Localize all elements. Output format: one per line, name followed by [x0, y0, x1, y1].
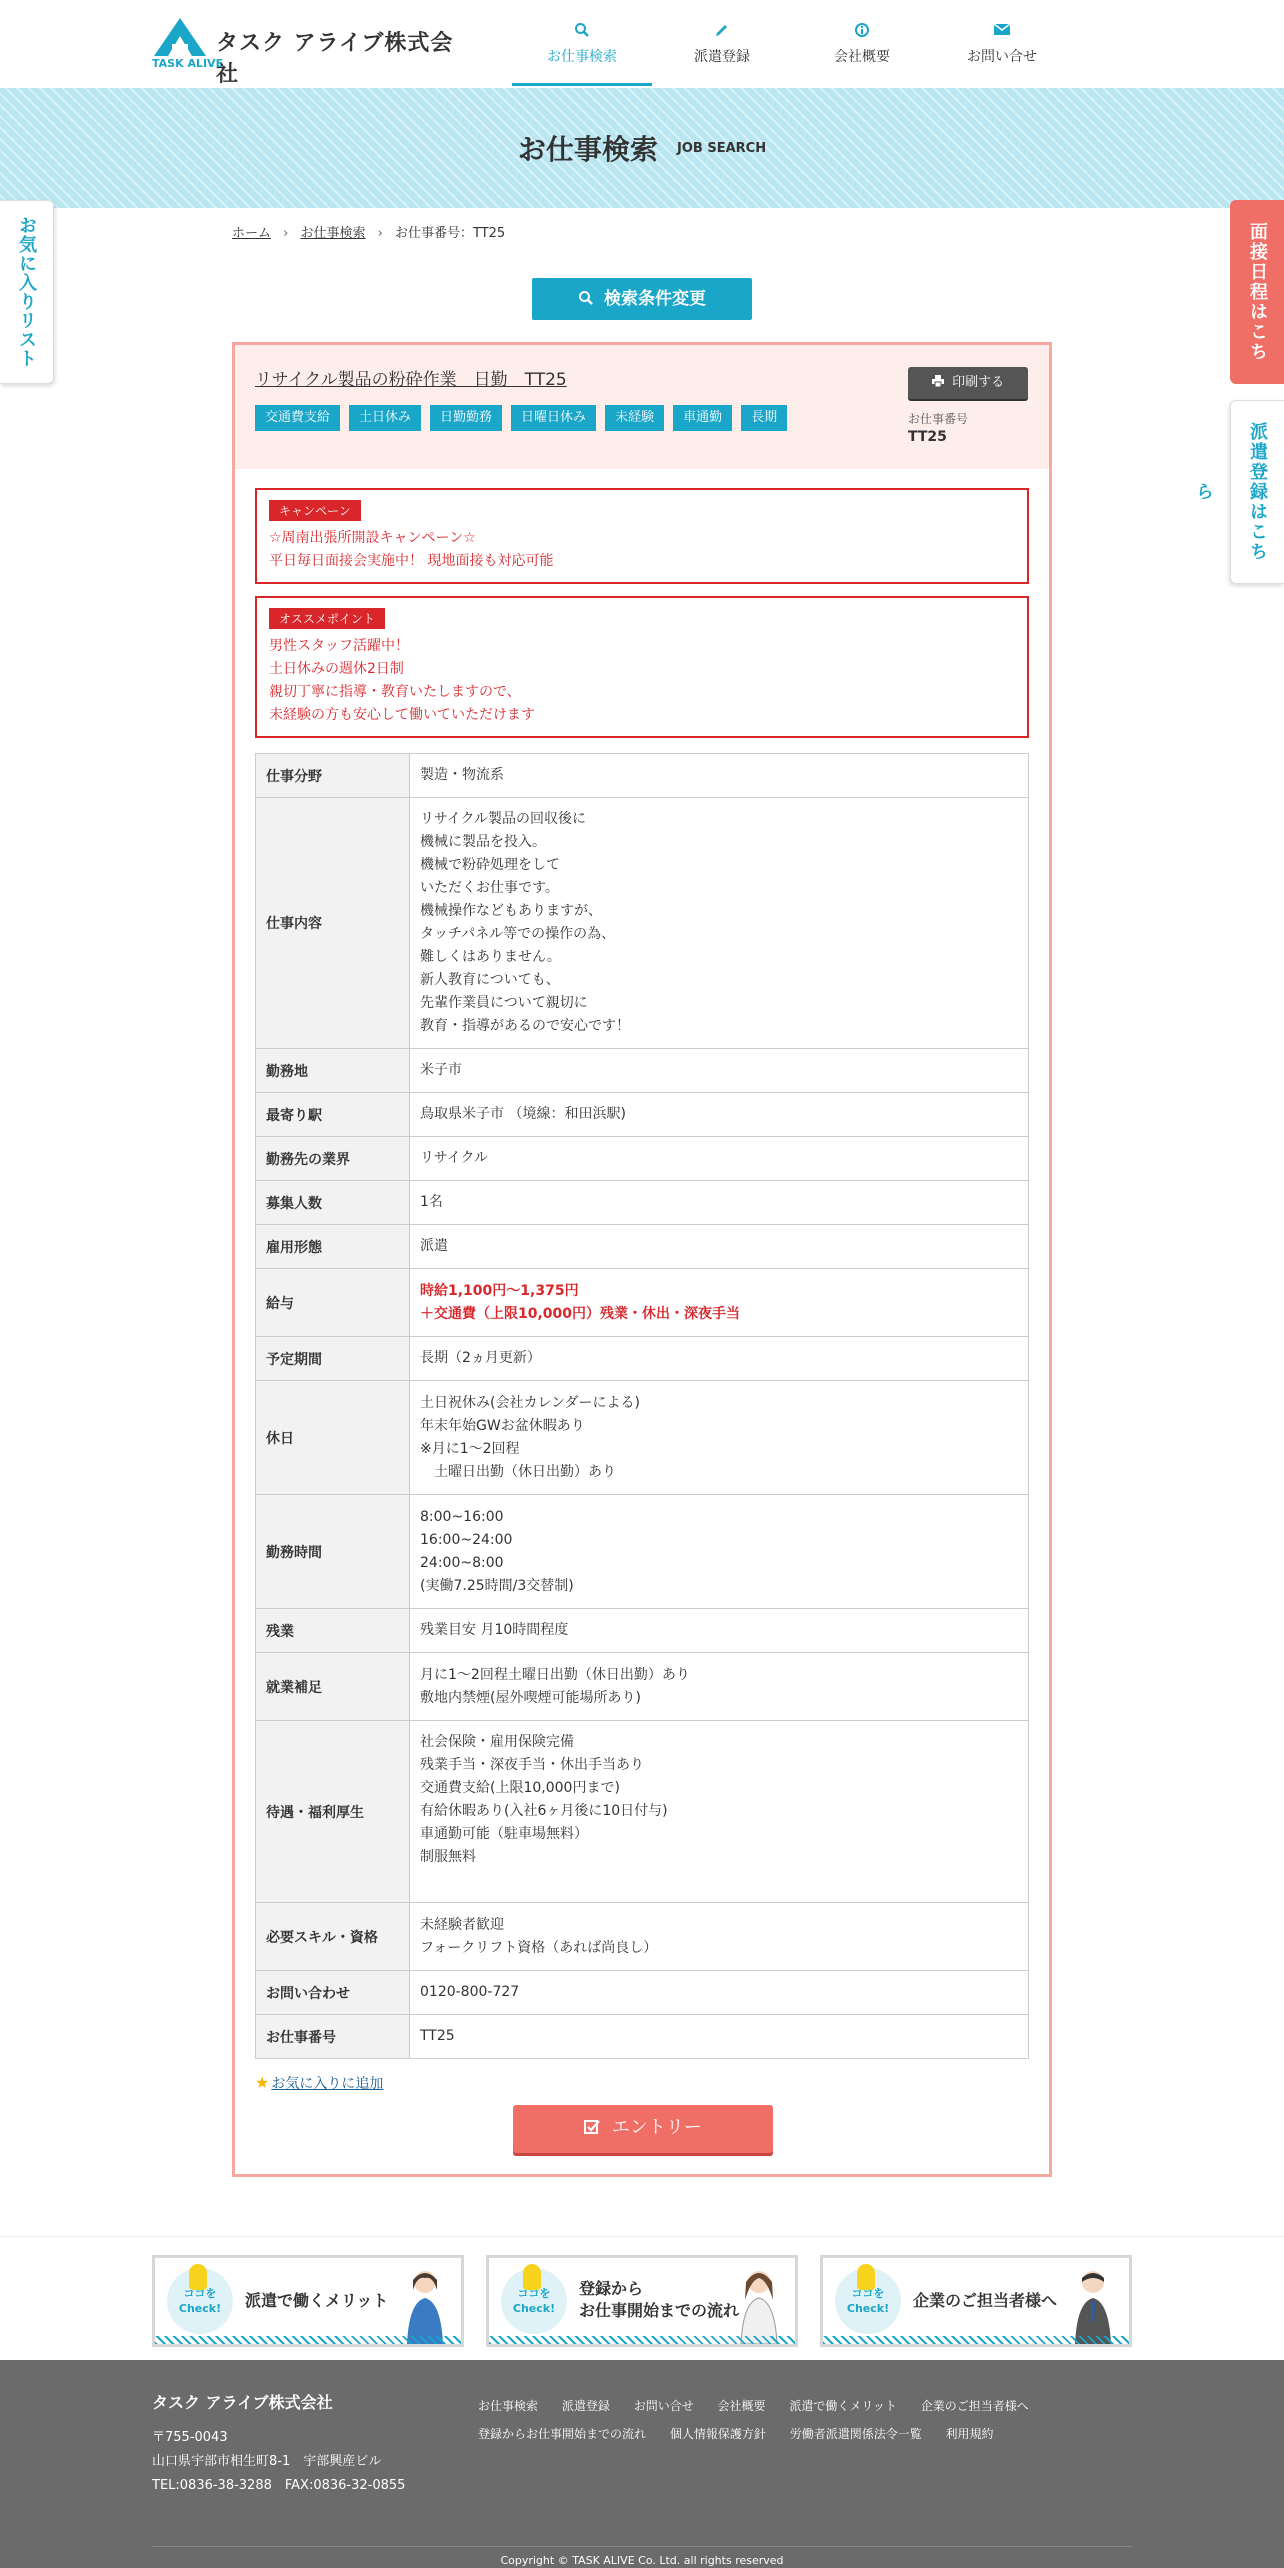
- detail-value: [410, 1721, 1029, 1903]
- detail-row: [256, 1495, 1029, 1609]
- detail-row: [256, 1381, 1029, 1495]
- footer-link[interactable]: お問い合せ: [633, 2399, 694, 2413]
- detail-row: [256, 1181, 1029, 1225]
- detail-value: [410, 1137, 1029, 1181]
- banner-merit[interactable]: [152, 2255, 464, 2347]
- detail-value: [410, 798, 1029, 1049]
- stripe-decoration: [489, 2336, 795, 2344]
- check-text: ココを Check!: [178, 2287, 222, 2315]
- detail-label: 予定期間: [256, 1337, 410, 1381]
- page-subtitle: JOB SEARCH: [677, 140, 767, 156]
- detail-value-line: 車通勤可能（駐車場無料）: [420, 1826, 588, 1842]
- favorites-list-tab[interactable]: お気に入りリスト: [0, 200, 54, 384]
- detail-value-line: 年末年始GWお盆休暇あり: [420, 1417, 585, 1434]
- footer-phone: TEL:0836-38-3288 FAX:0836-32-0855: [152, 2478, 406, 2493]
- nav-label: 派遣登録: [694, 49, 750, 65]
- detail-value-line: 教育・指導があるので安心です！: [420, 1018, 630, 1034]
- job-detail-table: [255, 753, 1029, 2059]
- detail-value-line: 製造・物流系: [420, 767, 504, 783]
- footer-street: 山口県宇部市相生町8-1 宇部興産ビル: [152, 2454, 382, 2469]
- detail-value-line: 残業目安 月10時間程度: [420, 1622, 569, 1638]
- job-tag: 車通勤: [673, 405, 732, 431]
- add-favorite-label: お気に入りに追加: [271, 2076, 384, 2092]
- detail-row: [256, 798, 1029, 1049]
- campaign-badge: キャンペーン: [269, 500, 361, 521]
- job-tag: 交通費支給: [255, 405, 340, 431]
- logo-text: タスク アライブ株式会社: [216, 31, 454, 87]
- change-search-button[interactable]: [532, 278, 752, 320]
- detail-value-line: リサイクル: [420, 1150, 489, 1166]
- registration-tab[interactable]: 派遣登録はこちら: [1230, 400, 1284, 584]
- check-badge: [835, 2268, 901, 2334]
- detail-value: [410, 1609, 1029, 1653]
- search-icon: [578, 290, 594, 306]
- add-favorite-link[interactable]: [255, 2073, 383, 2093]
- detail-row: [256, 1137, 1029, 1181]
- detail-row: [256, 1049, 1029, 1093]
- detail-label: 勤務時間: [256, 1495, 410, 1609]
- detail-label: 勤務地: [256, 1049, 410, 1093]
- detail-value: [410, 1093, 1029, 1137]
- detail-value-line: [420, 1869, 1018, 1892]
- recommend-point-box: [255, 596, 1029, 738]
- chevron-right-icon: ›: [377, 226, 383, 241]
- detail-value-line: タッチパネル等での操作の為、: [420, 926, 616, 942]
- campaign-box: [255, 488, 1029, 584]
- printer-icon: [932, 375, 944, 387]
- detail-value: [410, 1903, 1029, 1971]
- job-tag: 日曜日休み: [511, 405, 596, 431]
- job-number-value: TT25: [908, 429, 947, 445]
- detail-value-line: リサイクル製品の回収後に: [420, 811, 587, 827]
- detail-value-line: 長期（2ヵ月更新）: [420, 1350, 541, 1366]
- print-label: 印刷する: [952, 375, 1005, 390]
- detail-row: [256, 1971, 1029, 2015]
- footer-link[interactable]: 労働者派遣関係法令一覧: [789, 2427, 922, 2441]
- detail-value-line: TT25: [420, 2028, 455, 2044]
- stripe-decoration: [823, 2336, 1129, 2344]
- detail-value: [410, 1653, 1029, 1721]
- nav-registration[interactable]: [652, 0, 792, 86]
- detail-row: [256, 1269, 1029, 1337]
- detail-label: 就業補足: [256, 1653, 410, 1721]
- banner-companies[interactable]: [820, 2255, 1132, 2347]
- recommend-line: 男性スタッフ活躍中！: [269, 638, 409, 654]
- footer-link[interactable]: 派遣で働くメリット: [789, 2399, 897, 2413]
- nav-label: お仕事検索: [547, 49, 617, 65]
- detail-value: [410, 1381, 1029, 1495]
- detail-value-line: 未経験者歓迎: [420, 1916, 504, 1933]
- detail-value-line: 機械に製品を投入。: [420, 834, 546, 850]
- nav-contact[interactable]: [932, 0, 1072, 86]
- check-badge: [167, 2268, 233, 2334]
- recommend-line: 土日休みの週休2日制: [269, 661, 404, 677]
- job-tag: 長期: [741, 405, 787, 431]
- detail-label: 最寄り駅: [256, 1093, 410, 1137]
- detail-value-line: 土曜日出勤（休日出勤）あり: [420, 1463, 616, 1480]
- job-card: [232, 342, 1052, 2177]
- nav-company[interactable]: [792, 0, 932, 86]
- detail-value-line: 8:00~16:00: [420, 1508, 504, 1525]
- footer-link[interactable]: 派遣登録: [561, 2399, 610, 2413]
- nav-job-search[interactable]: [512, 0, 652, 86]
- detail-value-line: 24:00~8:00: [420, 1554, 504, 1571]
- banner-text: 企業のご担当者様へ: [913, 2291, 1058, 2310]
- interview-schedule-tab[interactable]: 面接日程はこちら: [1230, 200, 1284, 384]
- detail-value-line: フォークリフト資格（あれば尚良し）: [420, 1939, 658, 1956]
- breadcrumb-home[interactable]: ホーム: [232, 226, 272, 241]
- detail-value-line: 土日祝休み(会社カレンダーによる): [420, 1394, 641, 1411]
- job-tag: 土日休み: [349, 405, 421, 431]
- checkbox-icon: [584, 2119, 600, 2135]
- detail-value: [410, 1337, 1029, 1381]
- nav-label: お問い合せ: [967, 49, 1037, 65]
- detail-label: 仕事内容: [256, 798, 410, 1049]
- detail-value: [410, 1225, 1029, 1269]
- detail-value: [410, 2015, 1029, 2059]
- info-icon: [792, 22, 932, 42]
- recommend-line: 未経験の方も安心して働いていただけます: [269, 707, 535, 723]
- detail-value-line: 時給1,100円～1,375円: [420, 1282, 579, 1299]
- office-woman-illustration: [737, 2266, 781, 2344]
- detail-value-line: 米子市: [420, 1062, 462, 1078]
- detail-value: [410, 1269, 1029, 1337]
- job-title[interactable]: リサイクル製品の粉砕作業 日勤 TT25: [255, 370, 567, 390]
- detail-label: 休日: [256, 1381, 410, 1495]
- breadcrumb-current: お仕事番号：TT25: [395, 226, 506, 241]
- detail-value-line: 1名: [420, 1194, 443, 1210]
- detail-value-line: 制服無料: [420, 1849, 476, 1865]
- campaign-line: ☆周南出張所開設キャンペーン☆: [269, 530, 476, 546]
- job-tags: [255, 405, 796, 431]
- detail-label: 残業: [256, 1609, 410, 1653]
- footer-link[interactable]: お仕事検索: [478, 2399, 539, 2413]
- page-title: お仕事検索: [517, 133, 658, 166]
- stripe-decoration: [155, 2336, 461, 2344]
- detail-value-line: 難しくはありません。: [420, 949, 561, 965]
- job-card-header: [235, 345, 1049, 469]
- detail-value-line: 月に1～2回程土曜日出勤（休日出勤）あり: [420, 1666, 690, 1683]
- detail-label: お仕事番号: [256, 2015, 410, 2059]
- detail-value-line: 先輩作業員について親切に: [420, 995, 588, 1011]
- breadcrumb: [232, 222, 505, 241]
- detail-label: 仕事分野: [256, 754, 410, 798]
- detail-value: [410, 1181, 1029, 1225]
- footer-divider: [152, 2546, 1132, 2547]
- detail-value-line: 社会保険・雇用保険完備: [420, 1734, 574, 1750]
- job-number-label: お仕事番号: [908, 412, 969, 426]
- site-header: [0, 0, 1284, 88]
- detail-label: 給与: [256, 1269, 410, 1337]
- mail-icon: [932, 22, 1072, 42]
- detail-value-line: 機械で粉砕処理をして: [420, 857, 560, 873]
- job-tag: 未経験: [605, 405, 664, 431]
- detail-row: [256, 1093, 1029, 1137]
- check-badge: [501, 2268, 567, 2334]
- detail-value-line: 派遣: [420, 1238, 448, 1254]
- recommend-line: 親切丁寧に指導・教育いたしますので、: [269, 684, 521, 700]
- detail-value: [410, 754, 1029, 798]
- detail-row: [256, 1337, 1029, 1381]
- detail-row: [256, 1903, 1029, 1971]
- detail-row: [256, 1721, 1029, 1903]
- change-search-label: 検索条件変更: [603, 289, 706, 309]
- entry-button[interactable]: [513, 2105, 773, 2153]
- detail-label: 募集人数: [256, 1181, 410, 1225]
- detail-label: 待遇・福利厚生: [256, 1721, 410, 1903]
- detail-value-line: 有給休暇あり(入社6ヶ月後に10日付与): [420, 1803, 668, 1819]
- job-tag: 日勤勤務: [430, 405, 502, 431]
- footer-company-name: タスク アライブ株式会社: [152, 2393, 333, 2412]
- detail-value-line: 敷地内禁煙(屋外喫煙可能場所あり): [420, 1689, 641, 1706]
- footer-link[interactable]: 利用規約: [945, 2427, 994, 2441]
- detail-value: [410, 1495, 1029, 1609]
- footer-link[interactable]: 個人情報保護方針: [669, 2427, 766, 2441]
- detail-row: [256, 1653, 1029, 1721]
- star-icon: ★: [255, 2073, 270, 2092]
- detail-row: [256, 1609, 1029, 1653]
- nav-label: 会社概要: [834, 49, 890, 65]
- detail-value-line: 残業手当・深夜手当・休出手当あり: [420, 1757, 644, 1773]
- detail-row: [256, 1225, 1029, 1269]
- detail-label: 雇用形態: [256, 1225, 410, 1269]
- banner-text: 登録から お仕事開始までの流れ: [579, 2279, 740, 2320]
- detail-value-line: ＋交通費（上限10,000円）残業・休出・深夜手当: [420, 1305, 741, 1322]
- site-logo[interactable]: [152, 18, 472, 87]
- footer-link[interactable]: 企業のご担当者様へ: [920, 2399, 1029, 2413]
- pencil-icon: [652, 22, 792, 42]
- footer-links: [478, 2392, 1138, 2448]
- detail-row: [256, 2015, 1029, 2059]
- chevron-right-icon: ›: [283, 226, 289, 241]
- detail-value: [410, 1971, 1029, 2015]
- detail-value-line: いただくお仕事です。: [420, 880, 559, 896]
- site-footer: [0, 2360, 1284, 2568]
- detail-label: お問い合わせ: [256, 1971, 410, 2015]
- recommend-badge: オススメポイント: [269, 608, 385, 629]
- detail-value: [410, 1049, 1029, 1093]
- detail-value-line: 交通費支給(上限10,000円まで): [420, 1780, 620, 1796]
- banner-flow[interactable]: [486, 2255, 798, 2347]
- check-text: ココを Check!: [512, 2287, 556, 2315]
- bottom-banner-area: [0, 2236, 1284, 2360]
- staff-woman-illustration: [403, 2266, 447, 2344]
- search-icon: [512, 22, 652, 42]
- check-text: ココを Check!: [846, 2287, 890, 2315]
- main-nav: [512, 0, 1072, 86]
- page-banner: [0, 88, 1284, 208]
- detail-value-line: 鳥取県米子市 （境線：和田浜駅): [420, 1106, 626, 1122]
- entry-label: エントリー: [611, 2117, 702, 2138]
- banner-text: 派遣で働くメリット: [245, 2291, 389, 2310]
- campaign-line: 平日毎日面接会実施中！ 現地面接も対応可能: [269, 553, 554, 569]
- detail-label: 必要スキル・資格: [256, 1903, 410, 1971]
- businessman-illustration: [1071, 2266, 1115, 2344]
- footer-link[interactable]: 会社概要: [717, 2399, 766, 2413]
- detail-value-line: 0120-800-727: [420, 1984, 520, 2000]
- logo-mark-icon: [152, 18, 208, 58]
- footer-postal: 〒755-0043: [152, 2430, 228, 2445]
- breadcrumb-search[interactable]: お仕事検索: [300, 226, 366, 241]
- detail-value-line: 16:00~24:00: [420, 1531, 513, 1548]
- detail-value-line: (実働7.25時間/3交替制): [420, 1577, 574, 1594]
- detail-row: [256, 754, 1029, 798]
- detail-label: 勤務先の業界: [256, 1137, 410, 1181]
- footer-address: [152, 2426, 405, 2498]
- detail-value-line: 機械操作などもありますが、: [420, 903, 602, 919]
- logo-subtext: TASK ALIVE: [152, 57, 224, 70]
- footer-link[interactable]: 登録からお仕事開始までの流れ: [478, 2427, 647, 2441]
- print-button[interactable]: [908, 367, 1028, 399]
- detail-value-line: 新人教育についても、: [420, 972, 560, 988]
- footer-copyright: Copyright © TASK ALIVE Co. Ltd. all rights reserved: [500, 2554, 784, 2567]
- detail-value-line: ※月に1～2回程: [420, 1440, 520, 1457]
